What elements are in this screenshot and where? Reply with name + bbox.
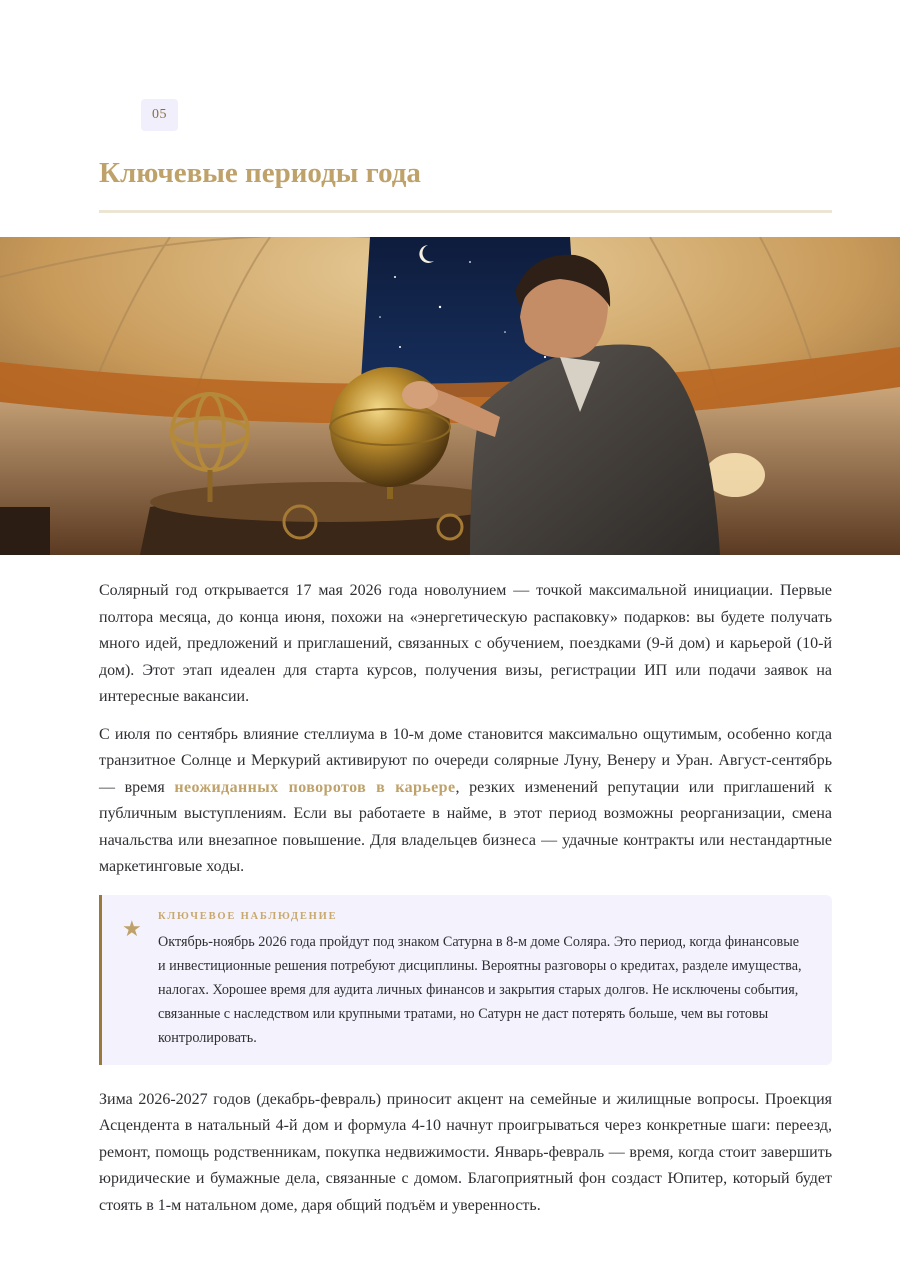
title-divider bbox=[99, 210, 832, 213]
hero-image bbox=[0, 237, 900, 555]
observatory-photo-illustration bbox=[0, 237, 900, 555]
callout-label: КЛЮЧЕВОЕ НАБЛЮДЕНИЕ bbox=[158, 910, 338, 922]
key-observation-callout bbox=[99, 895, 832, 1065]
callout-text: Октябрь-ноябрь 2026 года пройдут под знаком Сатурна в 8-м доме Соляра. Это период, когда финансовые и инвестиционные решения потребуют дисциплины. Вероятны разговоры о кредитах, разделе имущества, налогах. Хорошее время для аудита личных финансов и закрытия старых долгов. Не исключены события, связанные с наследством или крупными тратами, но Сатурн не даст потерять больше, чем вы готовы контролировать. bbox=[158, 933, 802, 1047]
highlight-career-turns: неожиданных поворотов в карьере bbox=[174, 778, 456, 796]
star-icon: ★ bbox=[122, 916, 142, 942]
chapter-number-badge: 05 bbox=[141, 99, 178, 131]
paragraph-summer-text-1: С июля по сентябрь влияние стеллиума в 10-м доме становится максимально ощутимым, особенно когда транзитное Солнце и Меркурий активируют по очереди солярные Луну, Венеру и Уран. Август-сентябрь — время bbox=[99, 725, 832, 796]
article-body bbox=[99, 578, 832, 1230]
paragraph-winter: Зима 2026-2027 годов (декабрь-февраль) приносит акцент на семейные и жилищные вопросы. Проекция Асцендента в натальный 4-й дом и формула 4-10 начнут проигрываться через конкретные шаги: переезд, ремонт, помощь родственникам, покупка недвижимости. Январь-февраль — время, когда стоит завершить юридические и бумажные дела, связанные с домом. Благоприятный фон создаст Юпитер, который будет стоять в 1-м натальном доме, даря общий подъём и уверенность. bbox=[99, 1090, 832, 1214]
paragraph-summer-text-2: , резких изменений репутации или приглашений к публичным выступлениям. Если вы работаете в найме, в этот период возможны реорганизации, смена начальства или внезапное повышение. Для владельцев бизнеса — удачные контракты или нестандартные маркетинговые ходы. bbox=[99, 778, 833, 875]
paragraph-intro: Солярный год открывается 17 мая 2026 года новолунием — точкой максимальной инициации. Первые полтора месяца, до конца июня, похожи на «энергетическую распаковку» подарков: вы будете получать много идей, предложений и приглашений, связанных с обучением, поездками (9-й дом) и карьерой (10-й дом). Этот этап идеален для старта курсов, получения визы, регистрации ИП или подачи заявок на интересные вакансии. bbox=[99, 582, 832, 705]
page-title: Ключевые периоды года bbox=[99, 157, 421, 189]
paragraph-summer bbox=[99, 722, 832, 881]
